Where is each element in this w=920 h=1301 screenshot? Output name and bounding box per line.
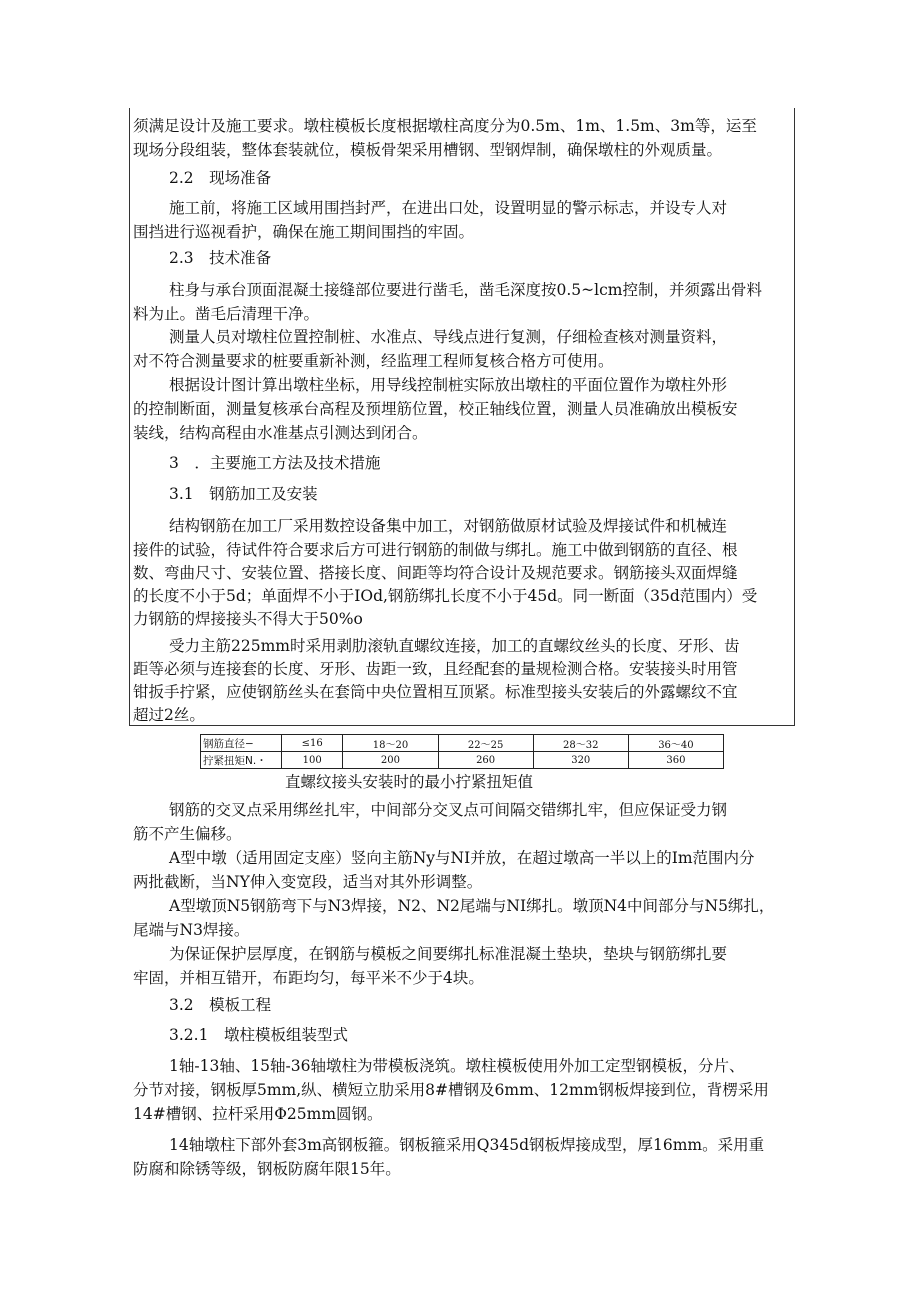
paragraph-line: 牢固，并相互错开，布距均匀，每平米不少于4块。 xyxy=(133,969,484,987)
table-caption: 直螺纹接头安装时的最小拧紧扭矩值 xyxy=(285,773,534,791)
paragraph-line: 装线，结构高程由水准基点引测达到闭合。 xyxy=(133,424,428,442)
torque-table xyxy=(200,734,724,769)
section-heading-3-1: 3.1 钢筋加工及安装 xyxy=(169,485,318,503)
paragraph-line: 柱身与承台顶面混凝土接缝部位要进行凿毛，凿毛深度按0.5~lcm控制，并须露出骨料 xyxy=(169,281,762,299)
table-cell: 320 xyxy=(533,752,628,769)
section-heading-3-2-1: 3.2.1 墩柱模板组装型式 xyxy=(169,1026,348,1044)
table-header-cell: ≤16 xyxy=(282,735,343,752)
table-cell: 360 xyxy=(628,752,723,769)
paragraph-line: 测量人员对墩柱位置控制桩、水准点、导线点进行复测，仔细检查核对测量资料， xyxy=(169,328,728,346)
paragraph-line: A型墩顶N5钢筋弯下与N3焊接，N2、N2尾端与NI绑扎。墩顶N4中间部分与N5绑扎， xyxy=(169,897,775,915)
paragraph-line: 力钢筋的焊接接头不得大于50%o xyxy=(133,610,363,628)
paragraph-line: 现场分段组装，整体套装就位，模板骨架采用槽钢、型钢焊制，确保墩柱的外观质量。 xyxy=(133,141,723,159)
paragraph-line: 筋不产生偏移。 xyxy=(133,825,242,843)
paragraph-line: 14轴墩柱下部外套3m高钢板箍。钢板箍采用Q345d钢板焊接成型，厚16mm。采用重 xyxy=(169,1136,765,1154)
table-row xyxy=(201,735,724,752)
paragraph-line: 两批截断，当NY伸入变宽段，适当对其外形调整。 xyxy=(133,873,483,891)
paragraph-line: 根据设计图计算出墩柱坐标，用导线控制桩实际放出墩柱的平面位置作为墩柱外形 xyxy=(169,376,728,394)
table-cell: 拧紧扭矩N.・ xyxy=(201,752,282,769)
paragraph-line: 须满足设计及施工要求。墩柱模板长度根据墩柱高度分为0.5m、1m、1.5m、3m等，运至 xyxy=(133,117,757,135)
table-cell: 260 xyxy=(438,752,533,769)
section-heading-3-2: 3.2 模板工程 xyxy=(169,996,272,1014)
paragraph-line: 超过2丝。 xyxy=(133,706,205,724)
paragraph-line: 距等必须与连接套的长度、牙形、齿距一致，且经配套的量规检测合格。安装接头时用管 xyxy=(133,660,738,678)
paragraph-line: 料为止。凿毛后清理干净。 xyxy=(133,305,320,323)
paragraph-line: 分节对接，钢板厚5mm,纵、横短立肋采用8#槽钢及6mm、12mm钢板焊接到位，背楞采用 xyxy=(133,1081,769,1099)
paragraph-line: 钢筋的交叉点采用绑丝扎牢，中间部分交叉点可间隔交错绑扎牢，但应保证受力钢 xyxy=(169,801,728,819)
paragraph-line: 对不符合测量要求的桩要重新补测，经监理工程师复核合格方可使用。 xyxy=(133,352,614,370)
paragraph-line: 14#槽钢、拉杆采用Φ25mm圆钢。 xyxy=(133,1105,383,1123)
table-header-cell: 28～32 xyxy=(533,735,628,752)
table-header-cell: 22～25 xyxy=(438,735,533,752)
table-cell: 200 xyxy=(343,752,438,769)
paragraph-line: 防腐和除锈等级，钢板防腐年限15年。 xyxy=(133,1160,401,1178)
table-header-cell: 18～20 xyxy=(343,735,438,752)
paragraph-line: 受力主筋225mm时采用剥肋滚轨直螺纹连接，加工的直螺纹丝头的长度、牙形、齿 xyxy=(169,637,740,655)
paragraph-line: 接件的试验，待试件符合要求后方可进行钢筋的制做与绑扎。施工中做到钢筋的直径、根 xyxy=(133,541,738,559)
table-header-cell: 钢筋直径− xyxy=(201,735,282,752)
paragraph-line: 1轴-13轴、15轴-36轴墩柱为带模板浇筑。墩柱模板使用外加工定型钢模板，分片、 xyxy=(169,1057,745,1075)
paragraph-line: A型中墩（适用固定支座）竖向主筋Ny与NI并放，在超过墩高一半以上的Im范围内分 xyxy=(169,849,755,867)
paragraph-line: 为保证保护层厚度，在钢筋与模板之间要绑扎标准混凝土垫块，垫块与钢筋绑扎要 xyxy=(169,945,728,963)
paragraph-line: 的控制断面，测量复核承台高程及预埋筋位置，校正轴线位置，测量人员准确放出模板安 xyxy=(133,400,738,418)
paragraph-line: 围挡进行巡视看护，确保在施工期间围挡的牢固。 xyxy=(133,223,475,241)
section-heading-2-2: 2.2 现场准备 xyxy=(169,169,272,187)
table-header-cell: 36～40 xyxy=(628,735,723,752)
table-cell: 100 xyxy=(282,752,343,769)
section-heading-2-3: 2.3 技术准备 xyxy=(169,249,272,267)
paragraph-line: 的长度不小于5d；单面焊不小于IOd,钢筋绑扎长度不小于45d。同一断面（35d范围内）受 xyxy=(133,587,758,605)
section-heading-3: 3 ．主要施工方法及技术措施 xyxy=(169,454,381,472)
paragraph-line: 钳扳手拧紧，应使钢筋丝头在套筒中央位置相互顶紧。标准型接头安装后的外露螺纹不宜 xyxy=(133,683,738,701)
paragraph-line: 数、弯曲尺寸、安装位置、搭接长度、间距等均符合设计及规范要求。钢筋接头双面焊缝 xyxy=(133,564,738,582)
paragraph-line: 施工前，将施工区域用围挡封严，在进出口处，设置明显的警示标志，并设专人对 xyxy=(169,199,728,217)
table-row xyxy=(201,752,724,769)
paragraph-line: 尾端与N3焊接。 xyxy=(133,921,250,939)
paragraph-line: 结构钢筋在加工厂采用数控设备集中加工，对钢筋做原材试验及焊接试件和机械连 xyxy=(169,517,728,535)
